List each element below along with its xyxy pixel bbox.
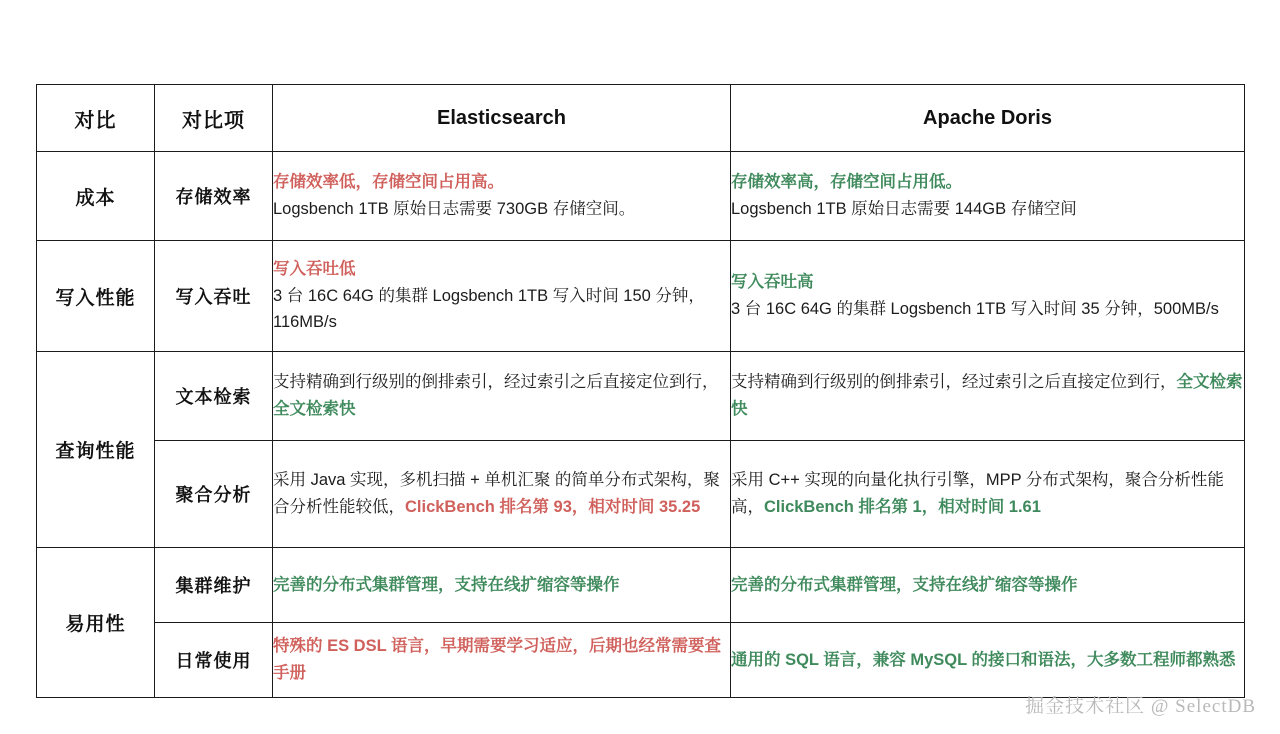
es-daily-highlight: 特殊的 ES DSL 语言，早期需要学习适应，后期也经常需要查手册 [273,637,721,682]
header-item-label: 对比项 [182,109,245,132]
table-row-cluster-maintenance [37,548,1245,623]
header-group-label: 对比 [74,109,117,132]
table-row-daily-usage [37,623,1245,698]
doris-aggregation-body: 采用 C++ 实现的向量化执行引擎，MPP 分布式架构，聚合分析性能高， [731,471,1224,516]
header-apache-doris-label: Apache Doris [923,106,1052,129]
cell-doris-daily-usage [731,623,1245,698]
item-label-daily-usage: 日常使用 [155,623,273,698]
cell-doris-storage-efficiency [731,152,1245,241]
header-cell-apache-doris [731,85,1245,152]
es-fulltext-body: 支持精确到行级别的倒排索引，经过索引之后直接定位到行， [273,373,719,392]
doris-fulltext-highlight: 全文检索快 [731,373,1243,418]
doris-throughput-body: 3 台 16C 64G 的集群 Logsbench 1TB 写入时间 35 分钟，500MB/s [731,300,1219,318]
item-label-fulltext-search: 文本检索 [155,352,273,441]
doris-cluster-highlight: 完善的分布式集群管理，支持在线扩缩容等操作 [731,575,1078,594]
es-throughput-body: 3 台 16C 64G 的集群 Logsbench 1TB 写入时间 150 分钟，116MB/s [273,286,705,332]
es-throughput-highlight: 写入吞吐低 [273,259,356,278]
es-storage-body: Logsbench 1TB 原始日志需要 730GB 存储空间。 [273,200,636,218]
header-cell-elasticsearch [273,85,731,152]
es-fulltext-highlight: 全文检索快 [273,400,356,418]
cell-doris-cluster-maintenance [731,548,1245,623]
group-label-write-performance: 写入性能 [37,241,155,352]
header-elasticsearch-label: Elasticsearch [437,106,566,129]
item-label-cluster-maintenance: 集群维护 [155,548,273,623]
doris-throughput-highlight: 写入吞吐高 [731,273,814,292]
table-row-storage-efficiency [37,152,1245,241]
table-row-write-throughput [37,241,1245,352]
cell-doris-fulltext-search [731,352,1245,441]
doris-daily-highlight: 通用的 SQL 语言，兼容 MySQL 的接口和语法，大多数工程师都熟悉 [731,650,1236,669]
header-cell-group [37,85,155,152]
watermark: 掘金技术社区 @ SelectDB [1025,696,1256,717]
cell-doris-write-throughput [731,241,1245,352]
doris-fulltext-body: 支持精确到行级别的倒排索引，经过索引之后直接定位到行， [731,373,1177,392]
es-storage-highlight: 存储效率低，存储空间占用高。 [273,173,504,192]
comparison-table [36,84,1245,698]
group-label-cost: 成本 [37,152,155,241]
item-label-aggregation-analysis: 聚合分析 [155,441,273,548]
doris-storage-highlight: 存储效率高，存储空间占用低。 [731,173,962,192]
es-aggregation-body: 采用 Java 实现，多机扫描 + 单机汇聚 的简单分布式架构，聚合分析性能较低， [273,471,720,516]
es-aggregation-highlight: ClickBench 排名第 93，相对时间 35.25 [405,498,701,516]
cell-es-write-throughput [273,241,731,352]
cell-es-fulltext-search [273,352,731,441]
cell-es-storage-efficiency [273,152,731,241]
doris-aggregation-highlight: ClickBench 排名第 1，相对时间 1.61 [764,498,1041,516]
header-cell-item [155,85,273,152]
cell-es-aggregation-analysis [273,441,731,548]
cell-doris-aggregation-analysis [731,441,1245,548]
group-label-query-performance: 查询性能 [37,352,155,548]
table-header-row [37,85,1245,152]
doris-storage-body: Logsbench 1TB 原始日志需要 144GB 存储空间 [731,200,1077,218]
table-row-aggregation-analysis [37,441,1245,548]
group-label-usability: 易用性 [37,548,155,698]
es-cluster-highlight: 完善的分布式集群管理，支持在线扩缩容等操作 [273,575,620,594]
item-label-storage-efficiency: 存储效率 [155,152,273,241]
cell-es-cluster-maintenance [273,548,731,623]
item-label-write-throughput: 写入吞吐 [155,241,273,352]
table-row-fulltext-search [37,352,1245,441]
cell-es-daily-usage [273,623,731,698]
